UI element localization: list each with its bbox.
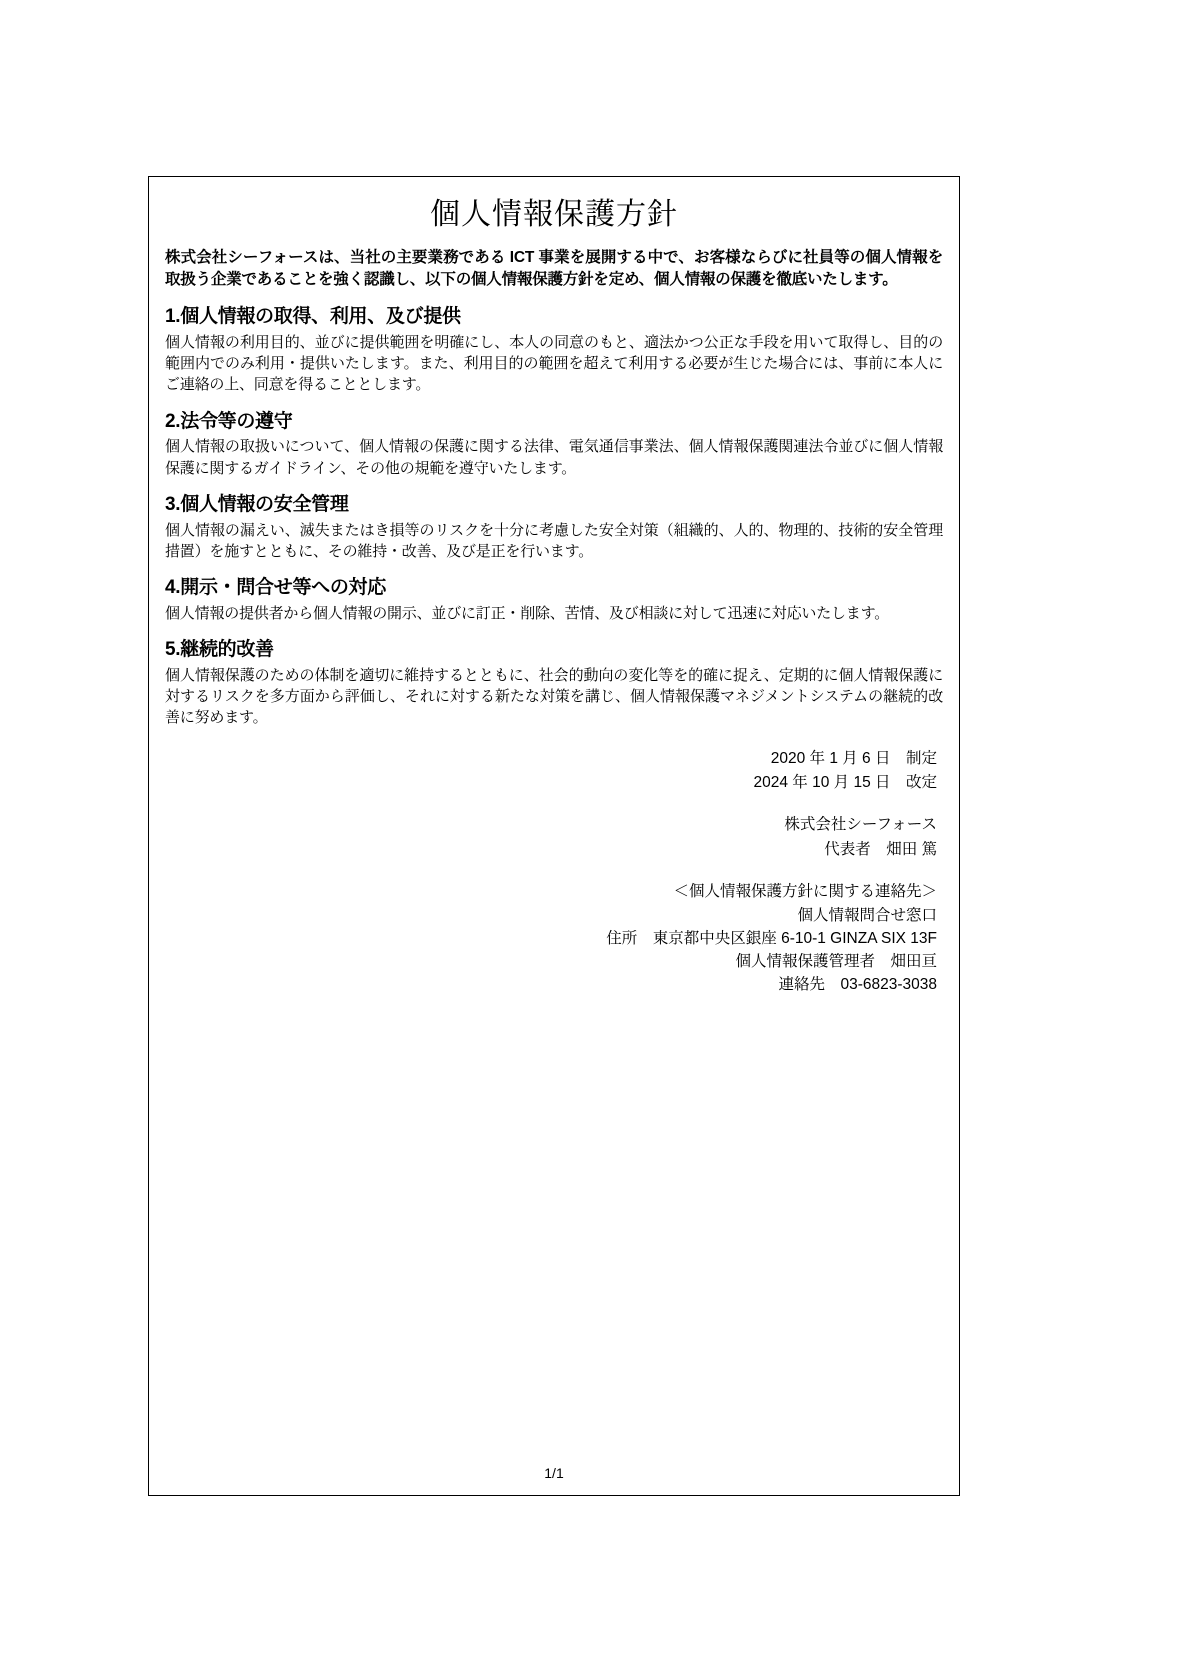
section-heading: 5.継続的改善 — [165, 639, 274, 661]
date-block — [165, 747, 943, 795]
contact-block — [165, 880, 943, 996]
section-body: 個人情報の提供者から個人情報の開示、並びに訂正・削除、苦情、及び相談に対して迅速に対応いたします。 — [165, 604, 890, 622]
company-representative: 代表者 畑田 篤 — [824, 840, 937, 858]
section-heading: 4.開示・問合せ等への対応 — [165, 577, 386, 599]
policy-section-5 — [165, 638, 943, 729]
policy-section-3 — [165, 493, 943, 562]
document-page — [148, 176, 960, 1496]
contact-heading: ＜個人情報保護方針に関する連絡先＞ — [673, 883, 937, 901]
established-date: 2020 年 1 月 6 日 制定 — [770, 749, 937, 767]
section-body: 個人情報の取扱いについて、個人情報の保護に関する法律、電気通信事業法、個人情報保護関連法令並びに個人情報保護に関するガイドライン、その他の規範を遵守いたします。 — [165, 438, 943, 477]
page-number: 1/1 — [544, 1465, 564, 1481]
section-body: 個人情報保護のための体制を適切に維持するとともに、社会的動向の変化等を的確に捉え、定期的に個人情報保護に対するリスクを多方面から評価し、それに対する新たな対策を講じ、個人情報保護マネジメントシステムの継続的改善に努めます。 — [165, 666, 943, 727]
contact-phone: 連絡先 03-6823-3038 — [778, 976, 937, 994]
contact-desk: 個人情報問合せ窓口 — [797, 906, 937, 924]
policy-lead-paragraph: 株式会社シーフォースは、当社の主要業務である ICT 事業を展開する中で、お客様ならびに社員等の個人情報を取扱う企業であることを強く認識し、以下の個人情報保護方針を定め、個人情報の保護を徹底いたします。 — [165, 249, 943, 288]
section-body: 個人情報の利用目的、並びに提供範囲を明確にし、本人の同意のもと、適法かつ公正な手段を用いて取得し、目的の範囲内でのみ利用・提供いたします。また、利用目的の範囲を超えて利用する必要が生じた場合には、事前に本人にご連絡の上、同意を得ることとします。 — [165, 333, 943, 394]
section-heading: 2.法令等の遵守 — [165, 410, 293, 432]
company-block — [165, 813, 943, 863]
section-heading: 3.個人情報の安全管理 — [165, 493, 349, 515]
contact-address: 住所 東京都中央区銀座 6-10-1 GINZA SIX 13F — [606, 929, 937, 947]
section-body: 個人情報の漏えい、滅失またはき損等のリスクを十分に考慮した安全対策（組織的、人的、物理的、技術的安全管理措置）を施すとともに、その維持・改善、及び是正を行います。 — [165, 521, 943, 560]
contact-manager: 個人情報保護管理者 畑田亘 — [735, 953, 937, 971]
revised-date: 2024 年 10 月 15 日 改定 — [753, 773, 937, 791]
policy-section-1 — [165, 305, 943, 396]
policy-section-4 — [165, 576, 943, 624]
policy-section-2 — [165, 410, 943, 479]
section-heading: 1.個人情報の取得、利用、及び提供 — [165, 306, 461, 327]
company-name: 株式会社シーフォース — [784, 815, 937, 833]
page-title: 個人情報保護方針 — [430, 198, 678, 231]
